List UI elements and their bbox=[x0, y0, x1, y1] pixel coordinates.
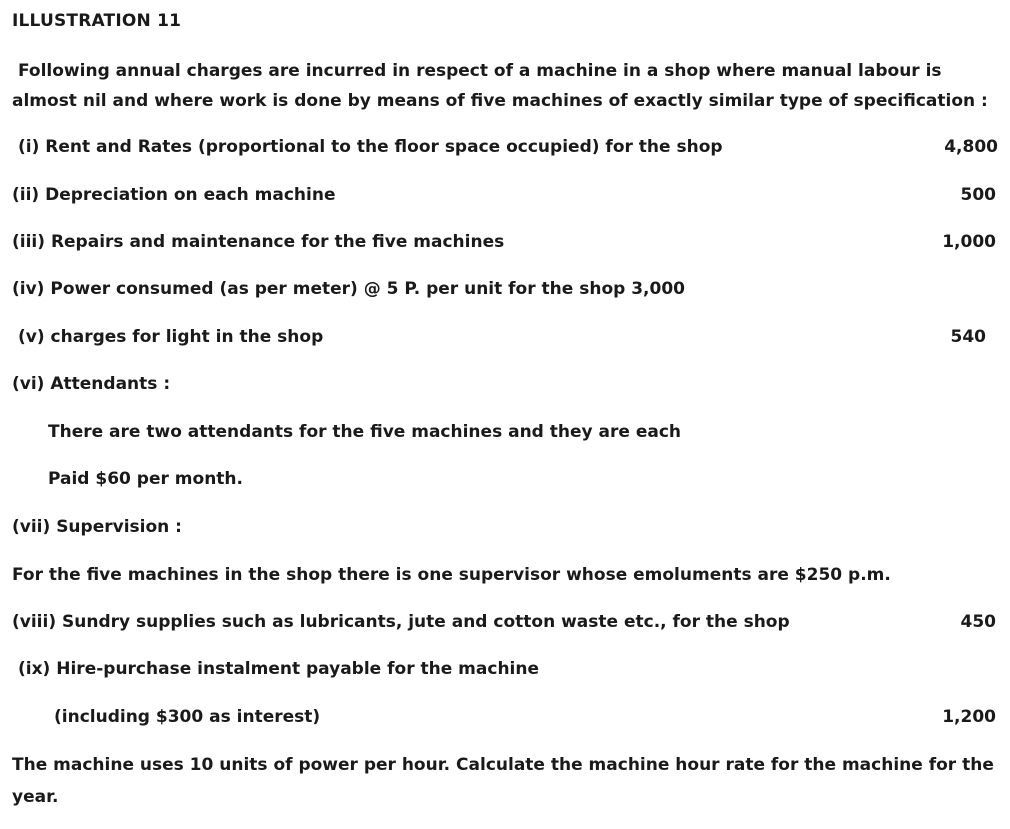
item-label: (iv) Power consumed (as per meter) @ 5 P. per unit for the shop 3,000 bbox=[12, 279, 685, 299]
heading: ILLUSTRATION 11 bbox=[12, 11, 182, 31]
item-label: (vii) Supervision : bbox=[12, 517, 182, 537]
item-amount: 540 bbox=[950, 327, 986, 347]
intro-line-1: Following annual charges are incurred in respect of a machine in a shop where manual labour is bbox=[18, 61, 942, 81]
question-line-2: year. bbox=[12, 787, 59, 807]
item-detail: There are two attendants for the five machines and they are each bbox=[48, 422, 682, 442]
item-amount: 450 bbox=[960, 612, 996, 632]
item-label: (ix) Hire-purchase instalment payable for the machine bbox=[18, 659, 540, 679]
item-label: (viii) Sundry supplies such as lubricants, jute and cotton waste etc., for the shop bbox=[12, 612, 790, 632]
intro-line-2: almost nil and where work is done by means of five machines of exactly similar type of specification : bbox=[12, 91, 988, 111]
item-label: (iii) Repairs and maintenance for the five machines bbox=[12, 232, 505, 252]
item-label: (ii) Depreciation on each machine bbox=[12, 185, 336, 205]
item-detail: Paid $60 per month. bbox=[48, 469, 243, 489]
item-label: (i) Rent and Rates (proportional to the floor space occupied) for the shop bbox=[18, 137, 723, 157]
item-detail: For the five machines in the shop there is one supervisor whose emoluments are $250 p.m. bbox=[12, 565, 891, 585]
item-amount: 1,000 bbox=[942, 232, 996, 252]
item-amount: 500 bbox=[960, 185, 996, 205]
item-amount: 4,800 bbox=[944, 137, 998, 157]
item-detail: (including $300 as interest) bbox=[54, 707, 321, 727]
item-label: (v) charges for light in the shop bbox=[18, 327, 324, 347]
item-label: (vi) Attendants : bbox=[12, 374, 171, 394]
question-line-1: The machine uses 10 units of power per hour. Calculate the machine hour rate for the machine for the bbox=[12, 755, 994, 775]
item-amount: 1,200 bbox=[942, 707, 996, 727]
